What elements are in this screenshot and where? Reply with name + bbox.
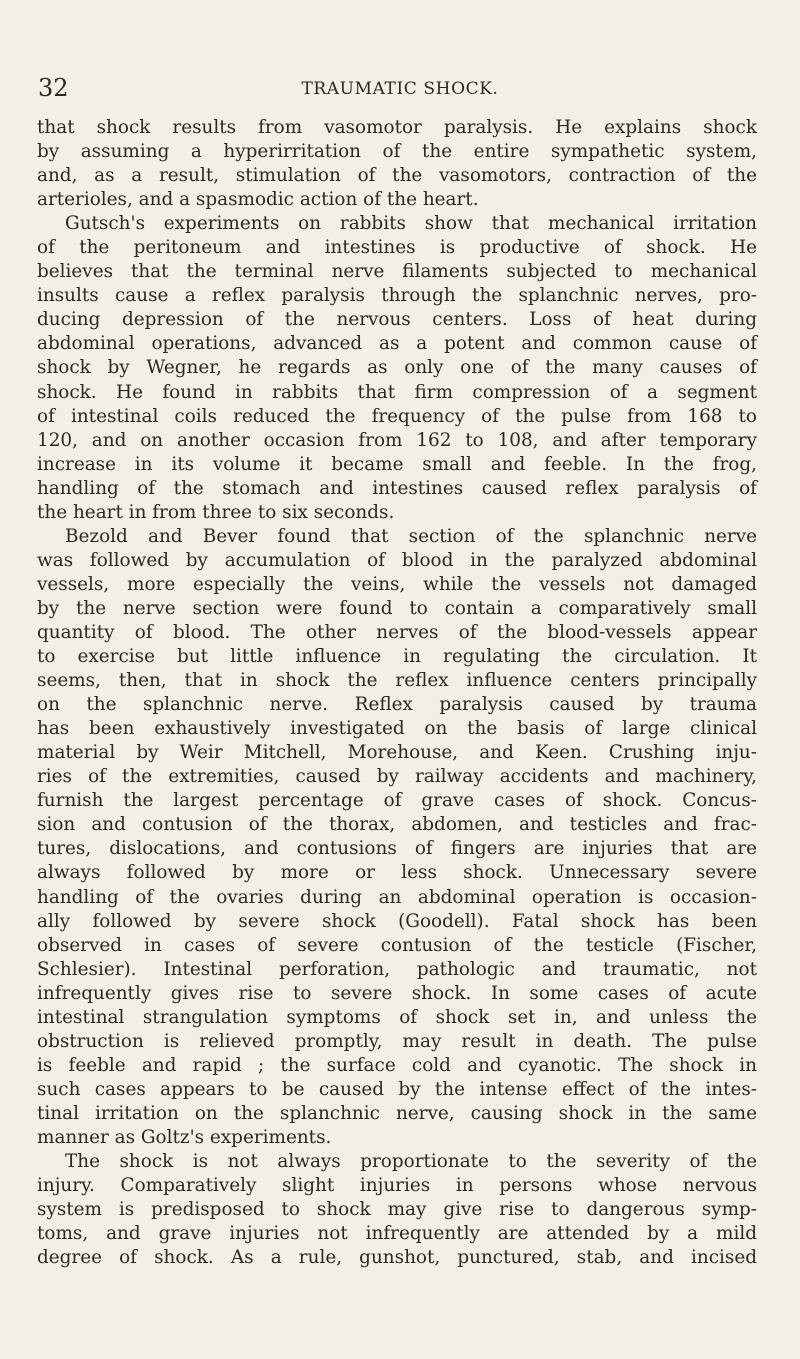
text-line: ducing depression of the nervous centers. Loss of heat during (37, 309, 757, 331)
text-line: handling of the stomach and intestines caused reflex paralysis of (37, 477, 757, 499)
text-line: observed in cases of severe contusion of the testicle (Fischer, (37, 934, 757, 956)
text-line: by the nerve section were found to contain a comparatively small (37, 597, 757, 619)
running-head: TRAUMATIC SHOCK. (301, 79, 499, 99)
text-line: tures, dislocations, and contusions of fingers are injuries that are (37, 838, 757, 860)
text-line: The shock is not always proportionate to the severity of the (65, 1151, 757, 1173)
text-line: 120, and on another occasion from 162 to 108, and after temporary (37, 429, 757, 451)
text-line: that shock results from vasomotor paralysis. He explains shock (37, 117, 757, 138)
text-line: of intestinal coils reduced the frequency of the pulse from 168 to (37, 405, 757, 427)
text-line: of the peritoneum and intestines is productive of shock. He (37, 237, 757, 259)
text-line: quantity of blood. The other nerves of the blood-vessels appear (37, 621, 757, 643)
text-line: vessels, more especially the veins, while the vessels not damaged (37, 573, 757, 595)
text-line: Bezold and Bever found that section of the splanchnic nerve (65, 525, 757, 547)
text-line: to exercise but little influence in regulating the circulation. It (37, 646, 757, 668)
text-line: toms, and grave injuries not infrequently are attended by a mild (37, 1223, 757, 1245)
body-text (37, 116, 757, 1270)
text-line: shock. He found in rabbits that firm compression of a segment (37, 381, 757, 403)
text-line: system is predisposed to shock may give rise to dangerous symp- (37, 1199, 757, 1221)
text-line: increase in its volume it became small and feeble. In the frog, (37, 453, 757, 475)
text-line: believes that the terminal nerve filaments subjected to mechanical (37, 261, 757, 283)
text-line: handling of the ovaries during an abdominal operation is occasion- (37, 886, 757, 908)
text-line: injury. Comparatively slight injuries in persons whose nervous (37, 1175, 757, 1197)
text-line: degree of shock. As a rule, gunshot, punctured, stab, and incised (37, 1247, 757, 1269)
text-line: arterioles, and a spasmodic action of the heart. (37, 189, 479, 211)
text-line: such cases appears to be caused by the intense effect of the intes- (37, 1078, 757, 1100)
text-line: infrequently gives rise to severe shock. In some cases of acute (37, 982, 757, 1004)
text-line: by assuming a hyperirritation of the entire sympathetic system, (37, 141, 757, 163)
text-line: furnish the largest percentage of grave cases of shock. Concus- (37, 790, 757, 812)
text-line: seems, then, that in shock the reflex influence centers principally (37, 670, 757, 692)
text-line: is feeble and rapid ; the surface cold and cyanotic. The shock in (37, 1054, 757, 1076)
text-line: on the splanchnic nerve. Reflex paralysis caused by trauma (37, 694, 757, 716)
text-line: has been exhaustively investigated on the basis of large clinical (37, 718, 757, 740)
text-line: the heart in from three to six seconds. (37, 501, 395, 523)
text-line: Schlesier). Intestinal perforation, pathologic and traumatic, not (37, 958, 757, 980)
text-line: intestinal strangulation symptoms of shock set in, and unless the (37, 1006, 757, 1028)
text-line: abdominal operations, advanced as a potent and common cause of (37, 333, 757, 355)
text-line: always followed by more or less shock. Unnecessary severe (37, 862, 757, 884)
text-line: sion and contusion of the thorax, abdomen, and testicles and frac- (37, 814, 757, 836)
text-line: manner as Goltz's experiments. (37, 1126, 332, 1148)
text-line: shock by Wegner, he regards as only one of the many causes of (37, 357, 757, 379)
page-header (0, 74, 800, 102)
text-line: and, as a result, stimulation of the vasomotors, contraction of the (37, 165, 757, 187)
text-line: obstruction is relieved promptly, may result in death. The pulse (37, 1030, 757, 1052)
text-line: ries of the extremities, caused by railway accidents and machinery, (37, 766, 757, 788)
text-line: Gutsch's experiments on rabbits show that mechanical irritation (65, 213, 757, 235)
text-line: insults cause a reflex paralysis through the splanchnic nerves, pro- (37, 285, 757, 307)
text-line: material by Weir Mitchell, Morehouse, and Keen. Crushing inju- (37, 742, 757, 764)
text-line: was followed by accumulation of blood in the paralyzed abdominal (37, 549, 757, 571)
text-line: ally followed by severe shock (Goodell). Fatal shock has been (37, 910, 757, 932)
page-number: 32 (38, 74, 69, 102)
text-line: tinal irritation on the splanchnic nerve, causing shock in the same (37, 1102, 757, 1124)
